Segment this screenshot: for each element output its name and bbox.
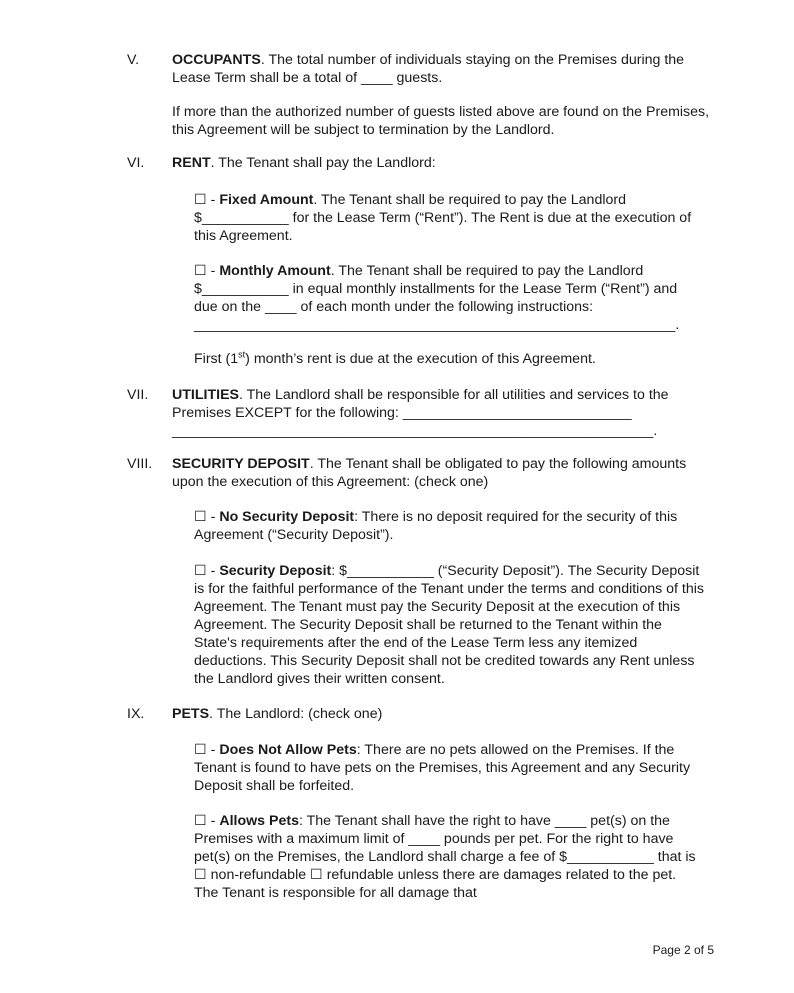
pets-allowed-heading: Allows Pets	[219, 813, 299, 829]
deposit-amount-text: : $___________ (“Security Deposit”). The Security Deposit is for the faithful performance of the Tenant under the terms and conditions of this Agreement. The Tenant must pay the Security Deposit at the execution of this Agreement. The Security Deposit shall be returned to the Tenant within the State's requirements after the end of the Lease Term less any itemized deductions. This Security Deposit shall not be credited towards any Rent unless the Landlord gives their written consent.	[194, 563, 704, 687]
checkbox-icon[interactable]: ☐ -	[194, 742, 220, 758]
deposit-amount-option	[194, 562, 704, 688]
first-month-text-post: ) month’s rent is due at the execution of this Agreement.	[245, 351, 596, 367]
section-number-occupants: V.	[127, 52, 140, 68]
deposit-amount-heading: Security Deposit	[219, 563, 332, 579]
section-number-deposit: VIII.	[127, 456, 153, 472]
deposit-paragraph	[172, 455, 712, 491]
section-number-utilities: VII.	[127, 387, 149, 403]
rent-fixed-heading: Fixed Amount	[219, 192, 314, 208]
checkbox-icon[interactable]: ☐ -	[194, 509, 220, 525]
pets-not-allowed-text: : There are no pets allowed on the Premises. If the Tenant is found to have pets on the Premises, this Agreement and any Security Deposit shall be forfeited.	[194, 742, 691, 794]
pets-allowed-option	[194, 812, 704, 902]
deposit-none-heading: No Security Deposit	[219, 509, 355, 525]
first-month-text-pre: First (1	[194, 351, 239, 367]
section-number-rent: VI.	[127, 155, 145, 171]
rent-monthly-option	[194, 262, 704, 334]
rent-monthly-heading: Monthly Amount	[219, 263, 331, 279]
occupants-paragraph	[172, 51, 712, 87]
deposit-heading: SECURITY DEPOSIT	[172, 456, 310, 472]
rent-fixed-text: . The Tenant shall be required to pay the Landlord $___________ for the Lease Term (“Rent”). The Rent is due at the execution of this Agreement.	[194, 192, 692, 244]
pets-text: . The Landlord: (check one)	[209, 706, 383, 722]
utilities-text: . The Landlord shall be responsible for all utilities and services to the Premises EXCEPT for the following: _____________________________ _____________________________________________________________.	[172, 387, 669, 439]
checkbox-icon[interactable]: ☐ -	[194, 192, 220, 208]
page-number: Page 2 of 5	[652, 943, 714, 957]
rent-heading: RENT	[172, 155, 211, 171]
first-month-superscript: st	[238, 349, 246, 360]
deposit-none-option	[194, 508, 704, 544]
pets-not-allowed-heading: Does Not Allow Pets	[219, 742, 357, 758]
pets-not-allowed-option	[194, 741, 704, 795]
checkbox-icon[interactable]: ☐ -	[194, 813, 220, 829]
rent-monthly-text: . The Tenant shall be required to pay the Landlord $___________ in equal monthly installments for the Lease Term (“Rent”) and due on the ____ of each month under the following instructions: _____________________________________________________________.	[194, 263, 680, 333]
utilities-paragraph	[172, 386, 712, 440]
checkbox-icon[interactable]: ☐ -	[194, 263, 220, 279]
deposit-none-text: : There is no deposit required for the security of this Agreement (“Security Deposit”).	[194, 509, 678, 543]
pets-allowed-text: : The Tenant shall have the right to have ____ pet(s) on the Premises with a maximum limit of ____ pounds per pet. For the right to have pet(s) on the Premises, the Landlord shall charge a fee of $___________ that is ☐ non-refundable ☐ refundable unless there are damages related to the pet. The Tenant is responsible for all damage that	[194, 813, 696, 901]
section-number-pets: IX.	[127, 706, 145, 722]
rent-fixed-option	[194, 191, 704, 245]
utilities-heading: UTILITIES	[172, 387, 239, 403]
occupants-heading: OCCUPANTS	[172, 52, 261, 68]
deposit-text: . The Tenant shall be obligated to pay the following amounts upon the execution of this Agreement: (check one)	[172, 456, 687, 490]
occupants-text: . The total number of individuals staying on the Premises during the Lease Term shall be a total of ____ guests.	[172, 52, 685, 86]
occupants-paragraph-2: If more than the authorized number of guests listed above are found on the Premises, this Agreement will be subject to termination by the Landlord.	[172, 104, 710, 138]
rent-paragraph	[172, 154, 712, 172]
rent-text: . The Tenant shall pay the Landlord:	[210, 155, 436, 171]
pets-paragraph	[172, 705, 712, 723]
checkbox-icon[interactable]: ☐ -	[194, 563, 220, 579]
rent-first-month	[194, 350, 704, 368]
pets-heading: PETS	[172, 706, 210, 722]
